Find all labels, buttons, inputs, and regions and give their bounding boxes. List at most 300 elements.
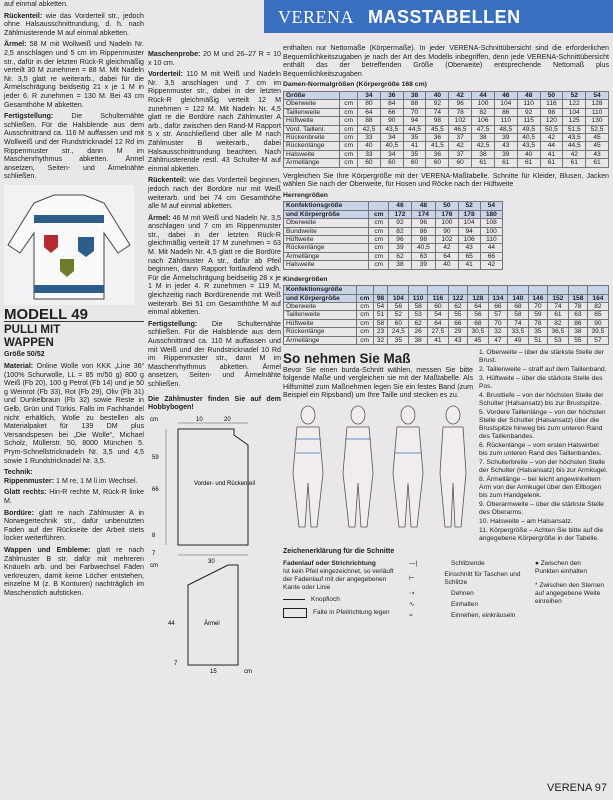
table-cell: 125	[563, 117, 586, 125]
table-cell: cm	[369, 219, 389, 227]
table-cell: 100	[480, 227, 502, 235]
table-cell: 42,5	[358, 125, 381, 133]
table-cell: 110	[586, 108, 609, 116]
table-cell: 64	[436, 252, 458, 260]
stretch-icon: ⇢	[409, 589, 415, 597]
table-cell: 110	[517, 100, 540, 108]
table-header-cell: 36	[380, 91, 403, 99]
text-glatt-rechts: Glatt rechts: Hin-R rechte M, Rück-R linke M.	[4, 488, 144, 505]
table-cell: cm	[340, 150, 358, 158]
table-header-cell: 98	[373, 294, 388, 302]
table-cell: 56	[467, 311, 488, 319]
table-cell: 44,5	[403, 125, 426, 133]
damen-size-table	[283, 91, 609, 168]
table-row	[284, 261, 503, 269]
table-cell: 34	[380, 134, 403, 142]
table-cell: 47,5	[472, 125, 495, 133]
table-cell: 29	[448, 328, 467, 336]
page-footer	[547, 782, 607, 794]
list-item: 6. Rückenlänge – vom ersten Halswirbel bis zum unteren Rand des Taillenbandes.	[479, 442, 602, 458]
table-cell: 98	[411, 236, 436, 244]
table-cell: 61	[494, 159, 517, 167]
column-left	[4, 0, 144, 601]
text-maschenprobe: Maschenprobe: 20 M und 26–27 R = 10 x 10 cm.	[148, 50, 281, 67]
table-header-cell: und Körpergröße	[284, 210, 369, 218]
table-cell: 39	[494, 134, 517, 142]
table-row	[284, 159, 609, 167]
table-cell: 49	[507, 336, 528, 344]
schematic-label-12: cm	[244, 668, 252, 675]
list-item: 4. Brusttiefe – von der höchsten Stelle der Schulter (Halsansatz) bis zur Brustspitze.	[479, 392, 604, 408]
text-material: Material: Online Wolle von KKK „Line 36“ (100% Schurwolle, LL = 85 m/50 g) 800 g Weiß (Fb 20), 100 g Petrol (Fb 14) und je 50 g Weinrot (Fb 33), Rot (Fb 29), Oliv (Fb 31) und Dunkelbraun (Fb 32) sowie Reste in Gelb, Grün und Türkis. Falls im Fachhandel nicht erhältlich, Wolle zu bestellen als Materialpaket für 139 DM plus Versandspesen bei „Die Wolle“, Michael Scholz, Müllerstr. 50, 8000 München 5. Prym-Schnellstricknadeln Nr. 3,5 und 4,5 sowie 1 Rundstricknadel Nr. 3,5.	[4, 362, 144, 465]
table-header-cell: 116	[427, 294, 448, 302]
table-cell: 66	[480, 252, 502, 260]
table-cell: Ärmellänge	[284, 159, 340, 167]
footer-brand: VERENA	[547, 782, 592, 794]
table-cell: 23	[373, 328, 388, 336]
legend-fadenlauf: Fadenlauf oder Strichrichtung	[283, 559, 376, 567]
table-header-cell: 146	[528, 294, 547, 302]
table-cell: 98	[426, 117, 449, 125]
table-cell: 106	[472, 117, 495, 125]
table-cell: 41	[403, 142, 426, 150]
table-cell: 36	[426, 134, 449, 142]
page-title: MASSTABELLEN	[368, 7, 521, 27]
schematic-label-10: 7	[174, 660, 178, 667]
table-cell: 52,5	[586, 125, 609, 133]
table-cell: 41	[427, 336, 448, 344]
table-cell: 61	[472, 159, 495, 167]
table-cell: 62	[409, 319, 427, 327]
table-cell: 26	[409, 328, 427, 336]
table-cell: cm	[356, 328, 373, 336]
table-header-cell: 122	[448, 294, 467, 302]
table-cell: 58	[373, 319, 388, 327]
table-cell: 38	[409, 336, 427, 344]
table-cell: 82	[587, 303, 608, 311]
table-cell: 57	[587, 336, 608, 344]
list-item: 11. Körpergröße – Achten Sie bitte auf die angegebene Körpergröße in der Tabelle.	[479, 527, 604, 543]
table-cell: cm	[369, 252, 389, 260]
table-cell: cm	[356, 336, 373, 344]
table-cell: 82	[389, 227, 411, 235]
text-fertigstellung: Fertigstellung: Die Schulternähte schließen. Für die Halsblende aus dem Ausschnittrand ca. 116 M auffassen und mit Wollweiß und der Rundstricknadel 12 Rd im Rippenmuster str., dann M im Maschenrhythmus abketten. Ärmel ansetzen, Seiten- und Ärmelnähte schließen.	[4, 112, 144, 181]
table-cell: Taillenweite	[284, 108, 340, 116]
text-bordure: Bordüre: glatt re nach Zählmuster A in Norwegertechnik str., dafür unbenutzten Faden auf der Rückseite der Arbeit stets locker weiterführen.	[4, 508, 144, 543]
table-cell: 86	[494, 108, 517, 116]
table-cell: 116	[540, 100, 563, 108]
table-header-cell: 178	[458, 210, 480, 218]
table-header-cell: 180	[480, 210, 502, 218]
table-cell: 43	[448, 336, 467, 344]
size-label: Größe 50/52	[4, 350, 45, 359]
legend-punkte: Zwischen den Punkten einhalten	[535, 559, 588, 575]
table-cell: 82	[472, 108, 495, 116]
table-cell: 40	[436, 261, 458, 269]
buttonhole-icon	[283, 599, 305, 600]
model-number: MODELL 49	[4, 305, 88, 323]
table-cell: 62	[389, 252, 411, 260]
table-cell: 39	[494, 150, 517, 158]
table-cell: 38	[568, 328, 587, 336]
table-row	[284, 142, 609, 150]
table-cell: Oberweite	[284, 303, 357, 311]
table-cell: 43	[458, 244, 480, 252]
table-cell: 35	[403, 134, 426, 142]
table-cell: cm	[340, 100, 358, 108]
table-cell: 39	[411, 261, 436, 269]
table-cell: 39	[389, 244, 411, 252]
table-cell: 59	[528, 311, 547, 319]
legend-knopfloch: Knopfloch	[311, 595, 340, 603]
table-cell: 61	[517, 159, 540, 167]
table-cell: 54	[427, 311, 448, 319]
schematic-label-2: 20	[224, 416, 231, 423]
table-header-cell: 164	[587, 294, 608, 302]
table-cell: 102	[436, 236, 458, 244]
table-cell: 58	[507, 311, 528, 319]
table-header-cell	[547, 286, 568, 294]
legend-sterne: Zwischen den Sternen auf angegebene Weite einreihen	[535, 581, 605, 605]
legend-einhalten: Einhalten	[451, 600, 479, 608]
table-cell: 44,5	[563, 142, 586, 150]
table-cell: Oberweite	[284, 100, 340, 108]
measure-list	[479, 349, 609, 543]
text-rippenmuster: Rippenmuster: 1 M re, 1 M li im Wechsel.	[4, 476, 138, 485]
table-cell: cm	[340, 134, 358, 142]
kinder-size-table	[283, 285, 609, 345]
table-header-cell: 134	[488, 294, 507, 302]
table-cell: cm	[356, 319, 373, 327]
table-cell: 43	[494, 142, 517, 150]
list-item: 9. Oberarmweite – über die stärkste Stelle des Oberarms.	[479, 501, 604, 517]
table-cell: 68	[467, 319, 488, 327]
table-cell: Bundweite	[284, 227, 369, 235]
schematic-label-0: cm	[150, 416, 158, 423]
table-cell: 64	[358, 108, 381, 116]
table-cell: 40	[358, 142, 381, 150]
table-cell: 60	[449, 159, 472, 167]
table-cell: cm	[340, 117, 358, 125]
table-row	[284, 328, 609, 336]
table-row	[284, 244, 503, 252]
table-cell: 46,5	[449, 125, 472, 133]
text-vorderteil: Vorderteil: 110 M mit Weiß und Nadeln Nr. 3,5 anschlagen und 7 cm im Rippenmuster str., dabei in der letzten Rück-R gleichmäßig verteilt 12 M zunehmen = 122 M. Mit Nadeln Nr. 4,5 glatt re die Bordüre nach Zählmuster A arb., dafür zwischen den Rand-M Rapport 5 x str. Anschließend über alle M nach Zählmuster B weiterarb., dabei Halsausschnittrundung beachten. Nach Zählmusterende restl. 43 Schulter-M auf einmal abketten.	[148, 70, 281, 173]
table-cell: 44	[480, 244, 502, 252]
table-header-cell: 54	[480, 202, 502, 210]
table-cell: 58	[409, 303, 427, 311]
text-technik: Technik:	[4, 468, 33, 477]
text-aermel-2: Ärmel: 46 M mit Weiß und Nadeln Nr. 3,5 anschlagen und 7 cm im Rippenmuster str., dabei in der letzten Rück-R gleichmäßig verteilt 17 M zunehmen = 63 M. Mit Nadeln Nr. 4,5 glatt re die Bordüre nach Zählmuster A str., dafür ab Pfeil beginnen, dann Rapport fortlaufend wdh. Für die Ärmelschrägung beidseitig 28 x je 1 M in jeder 4. R zunehmen = 119 M, gleichzeitig nach Bordürenende mit Weiß weiterarb. Bei 51 cm Gesamthöhe M auf einmal abketten.	[148, 213, 281, 317]
table-cell: 61	[586, 159, 609, 167]
table-cell: 104	[458, 219, 480, 227]
table-cell: 43,5	[380, 125, 403, 133]
kinder-table-title: Kindergrößen	[283, 275, 328, 283]
table-cell: 37	[449, 150, 472, 158]
table-cell: 45	[586, 134, 609, 142]
table-cell: 61	[547, 311, 568, 319]
table-cell: 53	[547, 336, 568, 344]
table-cell: 35	[388, 336, 409, 344]
table-cell: 45,5	[426, 125, 449, 133]
table-cell: cm	[369, 236, 389, 244]
schematic-label-5: 8	[152, 532, 156, 539]
schematic-label-6: 7	[152, 550, 156, 557]
herren-size-table	[283, 201, 503, 269]
table-header-cell	[340, 91, 358, 99]
table-header-cell: 54	[586, 91, 609, 99]
table-header-cell: 46	[389, 202, 411, 210]
table-cell: 61	[563, 159, 586, 167]
table-cell: 33	[358, 150, 381, 158]
list-item: 8. Ärmellänge – bei leicht angewinkeltem Arm von der Armkugel über den Ellbogen bis zum Handgelenk.	[479, 476, 602, 500]
table-header-cell: 48	[411, 202, 436, 210]
column-right	[283, 44, 609, 623]
table-cell: 120	[540, 117, 563, 125]
pattern-schematic	[148, 415, 281, 675]
table-cell: cm	[356, 303, 373, 311]
table-cell: 56	[388, 303, 409, 311]
table-cell: 42	[449, 142, 472, 150]
table-header-cell: Konfektionsgröße	[284, 202, 369, 210]
table-header-cell: 140	[507, 294, 528, 302]
table-cell: 43	[586, 150, 609, 158]
table-header-cell	[488, 286, 507, 294]
star-icon: *	[535, 581, 540, 589]
legend-einschnitt: Einschnitt für Taschen und Schlitze	[444, 570, 521, 586]
text-wappen: Wappen und Embleme: glatt re nach Zählmuster B str. dafür mit mehreren Knäueln arb. und bei Farbwechsel Fäden verkreuzen, damit keine Löcher entstehen, einzelne M (z. B Konturen) nachträglich im Maschenstich aufsticken.	[4, 545, 144, 597]
table-cell: 96	[411, 219, 436, 227]
table-row	[284, 336, 609, 344]
table-cell: 35	[528, 328, 547, 336]
table-cell: 70	[488, 319, 507, 327]
table-cell: 36	[426, 150, 449, 158]
table-cell: 41,5	[426, 142, 449, 150]
table-cell: 54	[373, 303, 388, 311]
legend-fadenlauf-desc: Ist kein Pfeil eingezeichnet, so verläuft der Fadenlauf mit der angegebenen Kante oder Linie	[283, 567, 394, 591]
gather-icon: ≈	[409, 611, 413, 619]
text-compare: Vergleichen Sie Ihre Körpergröße mit der VERENA-Maßtabelle. Schnitte für Kleider, Blusen, Jacken wählen Sie nach der Oberweite, für Hosen und Röcke nach der Hüftweite	[283, 171, 609, 189]
table-cell: 49,5	[517, 125, 540, 133]
table-cell: 78	[449, 108, 472, 116]
table-cell: 88	[403, 100, 426, 108]
table-cell: 51,5	[563, 125, 586, 133]
table-cell: 62	[448, 303, 467, 311]
table-cell: 41	[540, 150, 563, 158]
table-row	[284, 100, 609, 108]
table-cell: 37	[449, 134, 472, 142]
table-cell: 38	[472, 134, 495, 142]
list-item: 10. Halsweite – am Halsansatz.	[479, 518, 573, 526]
table-cell: cm	[340, 142, 358, 150]
herren-table-title: Herrengrößen	[283, 191, 328, 199]
text-intro: enthalten nur Nettomaße (Körpermaße). In jeder VERENA-Schnittübersicht sind die erforderlichen Bequemlichkeitszugaben je nach der Art des Modells inbegriffen, denn jede VERENA-Schnittübersicht enthält das der betreffenden Größe (Oberweite) entsprechende Nettomaß plus Bequemlichkeitszugaben	[283, 44, 609, 78]
table-cell: 78	[568, 303, 587, 311]
measure-title: So nehmen Sie Maß	[283, 351, 411, 367]
text-rueckenteil: Rückenteil: wie das Vorderteil str., jedoch ohne Halsausschnittrundung, d. h. nach Zählmusterende M auf einmal abketten.	[4, 11, 144, 37]
table-cell: 90	[436, 227, 458, 235]
table-cell: 32	[373, 336, 388, 344]
schematic-sleeve-label: Ärmel	[204, 620, 220, 627]
table-cell: 40,5	[411, 244, 436, 252]
table-cell: Hüftweite	[284, 236, 369, 244]
table-cell: 110	[494, 117, 517, 125]
table-cell: 53	[409, 311, 427, 319]
table-cell: 60	[427, 303, 448, 311]
table-cell: 33,5	[507, 328, 528, 336]
table-row	[284, 227, 503, 235]
table-cell: 52	[388, 311, 409, 319]
table-cell: cm	[369, 227, 389, 235]
table-header-cell	[369, 202, 389, 210]
table-cell: 60	[380, 159, 403, 167]
table-cell: 115	[517, 117, 540, 125]
table-cell: Ärmellänge	[284, 336, 357, 344]
table-header-cell: 34	[358, 91, 381, 99]
table-header-cell	[373, 286, 388, 294]
table-header-cell: 50	[436, 202, 458, 210]
table-cell: cm	[340, 159, 358, 167]
slit-end-icon: —|	[409, 559, 418, 567]
table-header-cell: 128	[467, 294, 488, 302]
table-cell: Rückenlänge	[284, 244, 369, 252]
table-cell: 88	[358, 117, 381, 125]
column-middle	[148, 50, 281, 675]
legend-dehnen: Dehnen	[451, 589, 474, 597]
table-row	[284, 252, 503, 260]
table-cell: 96	[389, 236, 411, 244]
table-cell: Rückenlänge	[284, 328, 357, 336]
table-cell: cm	[369, 261, 389, 269]
list-item: 7. Schulterbreite – von der höchsten Stelle der Schulter (Halsansatz) bis zur Armkugel.	[479, 459, 608, 475]
table-header-cell: Größe	[284, 91, 340, 99]
table-header-cell: 40	[426, 91, 449, 99]
table-cell: 66	[448, 319, 467, 327]
dot-icon: ●	[535, 559, 541, 567]
table-cell: 100	[436, 219, 458, 227]
schematic-label-7: 30	[208, 558, 215, 565]
table-header-cell: cm	[369, 210, 389, 218]
fold-arrow-icon	[283, 608, 307, 618]
legend-schlitzende: Schlitzende	[451, 559, 485, 567]
table-row	[284, 134, 609, 142]
table-cell: 74	[547, 303, 568, 311]
table-header-cell: 52	[458, 202, 480, 210]
table-cell: 63	[568, 311, 587, 319]
table-cell: 32	[488, 328, 507, 336]
table-header-cell	[356, 286, 373, 294]
table-row	[284, 319, 609, 327]
table-cell: 42	[480, 261, 502, 269]
schematic-front-label: Vorder- und Rückenteil	[194, 480, 256, 487]
table-cell: 27,5	[427, 328, 448, 336]
table-cell: 74	[507, 319, 528, 327]
table-cell: 40	[517, 150, 540, 158]
table-header-cell	[388, 286, 409, 294]
table-header-cell: 44	[472, 91, 495, 99]
text-fertigstellung-2: Fertigstellung: Die Schulternähte schließen. Für die Halsblende aus dem Ausschnittrand ca. 110 M auffassen und mit Weiß und der Rundstricknadel 10 Rd im Rippenmuster str., dann M im Maschenrhythmus abketten. Ärmel ansetzen, Seiten- und Ärmelnähte schließen.	[148, 319, 281, 388]
table-header-cell	[467, 286, 488, 294]
table-cell: 42	[540, 134, 563, 142]
table-cell: 44	[540, 142, 563, 150]
table-cell: 78	[528, 319, 547, 327]
table-cell: 130	[586, 117, 609, 125]
table-cell: 24,5	[388, 328, 409, 336]
list-item: 2. Taillenweite – straff auf dem Taillenband.	[479, 366, 607, 374]
measure-intro: Bevor Sie einen burda-Schnitt wählen, messen Sie bitte folgende Maße und vergleichen sie mit der Maßtabelle. Als Hilfsmittel zum Maßnehmen legen Sie ein festes Band (zum Beispiel ein Ripsband) um Ihre Taille und stecken es zu.	[283, 365, 473, 400]
table-cell: Taillenweite	[284, 311, 357, 319]
table-header-cell	[409, 286, 427, 294]
table-cell: 110	[480, 236, 502, 244]
table-cell: 63	[411, 252, 436, 260]
table-cell: cm	[340, 108, 358, 116]
table-cell: 122	[563, 100, 586, 108]
table-cell: 35	[403, 150, 426, 158]
table-cell: 64	[427, 319, 448, 327]
table-cell: 90	[380, 117, 403, 125]
table-cell: 86	[568, 319, 587, 327]
body-figures	[283, 403, 473, 533]
table-cell: 66	[488, 303, 507, 311]
schematic-label-1: 10	[196, 416, 203, 423]
table-cell: 65	[458, 252, 480, 260]
text-abketten: auf einmal abketten.	[4, 0, 68, 8]
table-cell: 51	[528, 336, 547, 344]
table-cell: Rückenlänge	[284, 142, 340, 150]
table-header-cell: 48	[517, 91, 540, 99]
table-cell: Halsweite	[284, 150, 340, 158]
table-cell: 38	[472, 150, 495, 158]
model-title-line2: WAPPEN	[4, 337, 54, 350]
table-header-cell: und Körpergröße	[284, 294, 357, 302]
table-cell: 60	[426, 159, 449, 167]
schematic-label-8: cm	[150, 562, 158, 569]
table-header-cell: 50	[540, 91, 563, 99]
table-header-cell	[528, 286, 547, 294]
table-cell: cm	[356, 311, 373, 319]
table-cell: 48,5	[494, 125, 517, 133]
header-banner	[264, 0, 613, 33]
table-cell: 50,5	[540, 125, 563, 133]
table-row	[284, 117, 609, 125]
table-header-cell: 38	[403, 91, 426, 99]
table-cell: 60	[358, 159, 381, 167]
table-header-cell: 110	[409, 294, 427, 302]
table-cell: 104	[494, 100, 517, 108]
table-cell: 51	[373, 311, 388, 319]
table-cell: Hüftweite	[284, 117, 340, 125]
sweater-illustration	[4, 185, 134, 305]
table-header-cell	[448, 286, 467, 294]
model-title-line1: PULLI MIT	[4, 324, 61, 337]
legend-title: Zeichenerklärung für die Schnitte	[283, 548, 395, 556]
schematic-label-11: 15	[210, 668, 217, 675]
table-cell: 102	[449, 117, 472, 125]
table-cell: 104	[563, 108, 586, 116]
table-row	[284, 303, 609, 311]
table-cell: 82	[547, 319, 568, 327]
table-header-cell: 42	[449, 91, 472, 99]
table-header-cell	[568, 286, 587, 294]
table-cell: 42	[563, 150, 586, 158]
table-cell: Hüftweite	[284, 319, 357, 327]
table-cell: 55	[448, 311, 467, 319]
table-cell: 45	[586, 142, 609, 150]
table-row	[284, 311, 609, 319]
ease-icon: ∿	[409, 600, 415, 608]
table-cell: 39,5	[587, 328, 608, 336]
table-header-cell: 104	[388, 294, 409, 302]
